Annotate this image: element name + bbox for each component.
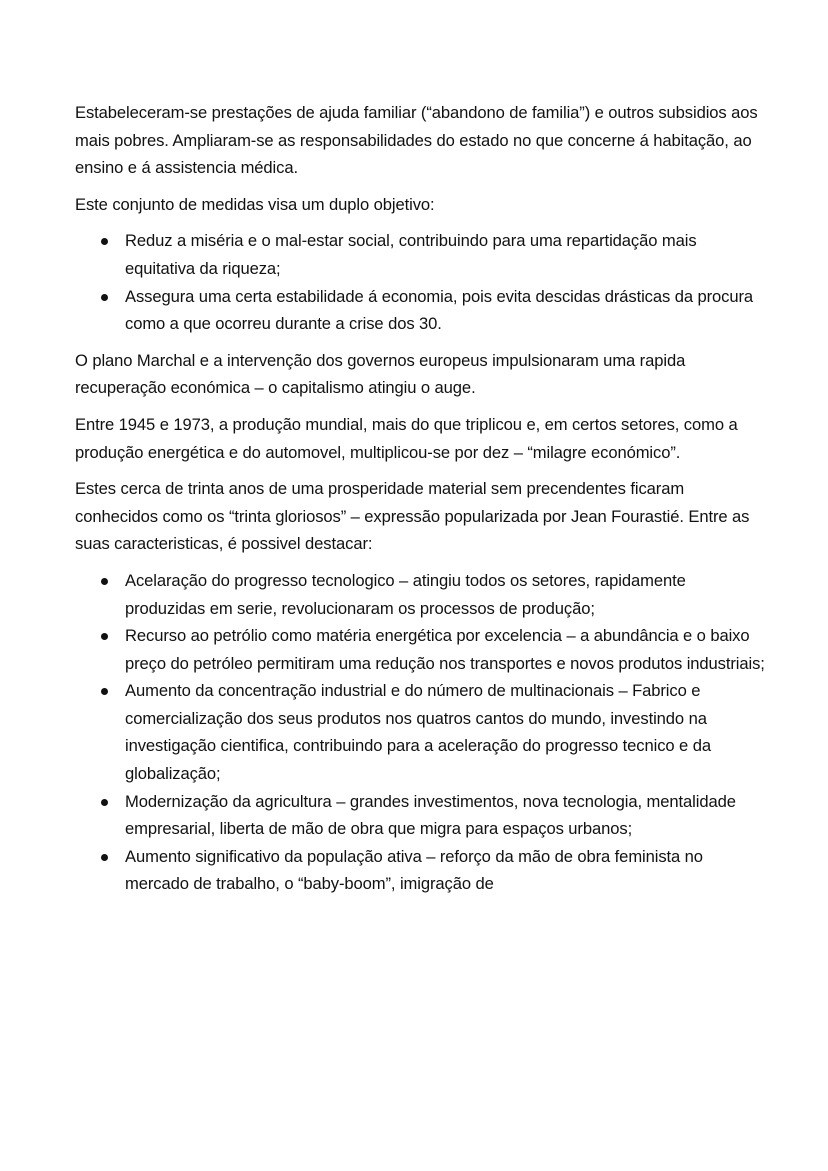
list-item xyxy=(75,227,765,282)
list-item-text: Aumento da concentração industrial e do número de multinacionais – Fabrico e comercialização dos seus produtos nos quatros cantos do mundo, investindo na investigação cientifica, contribuindo para a aceleração do progresso tecnico e da globalização; xyxy=(125,681,711,784)
list-item-text: Reduz a miséria e o mal-estar social, contribuindo para uma repartidação mais equitativa da riqueza; xyxy=(125,231,697,278)
paragraph-dual-objective: Este conjunto de medidas visa um duplo objetivo: xyxy=(75,194,435,214)
bullet-icon xyxy=(101,854,108,861)
bullet-icon xyxy=(101,578,108,585)
paragraph-family-benefits: Estabeleceram-se prestações de ajuda familiar (“abandono de familia”) e outros subsidios aos mais pobres. Ampliaram-se as responsabilidades do estado no que concerne á habitação, ao ensino e á assistencia médica. xyxy=(75,103,758,178)
list-item-text: Assegura uma certa estabilidade á economia, pois evita descidas drásticas da procura como a que ocorreu durante a crise dos 30. xyxy=(125,286,754,334)
list-item-text: Recurso ao petrólio como matéria energética por excelencia – a abundância e o baixo preço do petróleo permitiram uma redução nos transportes e novos produtos industriais; xyxy=(125,626,765,673)
list-item xyxy=(75,677,765,787)
paragraph-trinta-gloriosos: Estes cerca de trinta anos de uma prosperidade material sem precendentes ficaram conhecidos como os “trinta gloriosos” – expressão popularizada por Jean Fourastié. Entre as suas caracteristicas, é possivel destacar: xyxy=(75,479,750,554)
paragraph-production-growth: Entre 1945 e 1973, a produção mundial, mais do que triplicou e, em certos setores, como a produção energética e do automovel, multiplicou-se por dez – “milagre económico”. xyxy=(75,414,738,462)
list-item xyxy=(75,283,765,338)
list-item xyxy=(75,622,765,677)
bullet-icon xyxy=(101,799,108,806)
list-item xyxy=(75,567,765,622)
list-item-text: Aumento significativo da população ativa – reforço da mão de obra feminista no mercado de trabalho, o “baby-boom”, imigração de xyxy=(125,846,703,894)
bullet-icon xyxy=(101,688,108,695)
document-page xyxy=(75,99,765,907)
list-item-text: Modernização da agricultura – grandes investimentos, nova tecnologia, mentalidade empresarial, liberta de mão de obra que migra para espaços urbanos; xyxy=(125,791,736,839)
list-item xyxy=(75,788,765,843)
objectives-list xyxy=(75,227,765,337)
paragraph-marshall-plan: O plano Marchal e a intervenção dos governos europeus impulsionaram uma rapida recuperação económica – o capitalismo atingiu o auge. xyxy=(75,350,686,398)
list-item-text: Acelaração do progresso tecnologico – atingiu todos os setores, rapidamente produzidas em serie, revolucionaram os processos de produção; xyxy=(125,570,686,618)
bullet-icon xyxy=(101,633,108,640)
bullet-icon xyxy=(101,294,108,301)
list-item xyxy=(75,843,765,898)
characteristics-list xyxy=(75,567,765,898)
bullet-icon xyxy=(101,238,108,245)
